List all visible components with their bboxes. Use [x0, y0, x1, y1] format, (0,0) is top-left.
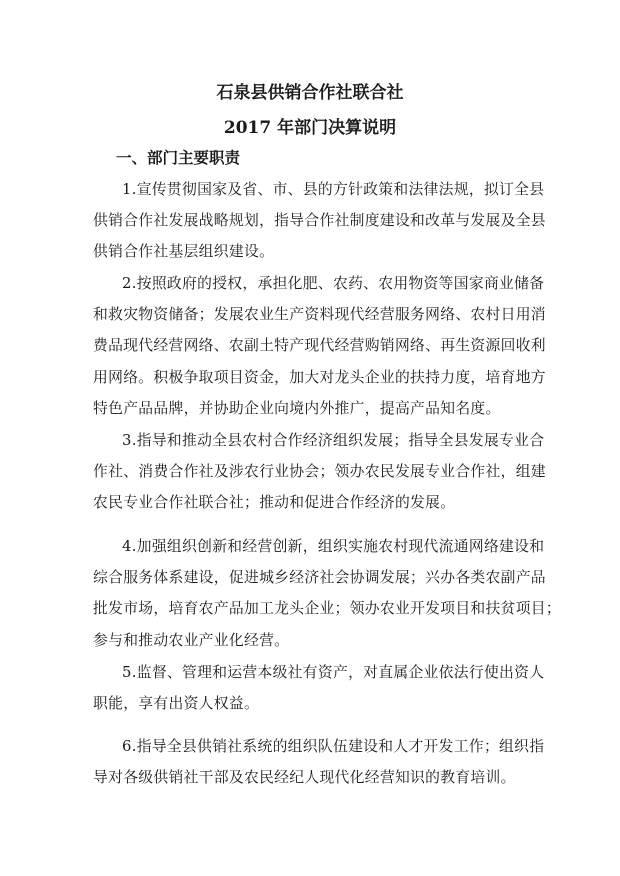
paragraph-line: 作社、消费合作社及涉农行业协会；领办农民发展专业合作社，组建 — [93, 463, 546, 481]
document-subtitle: 2017 年部门决算说明 — [223, 118, 397, 138]
paragraph-line: 5.监督、管理和运营本级社有资产，对直属企业依法行使出资人 — [122, 664, 545, 681]
paragraph-duty-3 — [93, 431, 546, 525]
paragraph-line: 用网络。积极争取项目资金，加大对龙头企业的扶持力度，培育地方 — [93, 368, 546, 386]
paragraph-line: 和救灾物资储备；发展农业生产资料现代经营服务网络、农村日用消 — [93, 306, 546, 324]
paragraph-duty-1 — [93, 180, 546, 274]
paragraph-line: 导对各级供销社干部及农民经纪人现代化经营知识的教育培训。 — [93, 769, 516, 787]
paragraph-line: 6.指导全县供销社系统的组织队伍建设和人才开发工作；组织指 — [122, 738, 545, 755]
paragraph-line: 供销合作社基层组织建设。 — [93, 243, 275, 261]
paragraph-line: 费品现代经营网络、农副土特产现代经营购销网络、再生资源回收利 — [93, 337, 546, 355]
paragraph-line: 职能，享有出资人权益。 — [93, 695, 260, 713]
paragraph-duty-2 — [93, 274, 546, 430]
paragraph-line: 综合服务体系建设，促进城乡经济社会协调发展；兴办各类农副产品 — [93, 569, 546, 587]
paragraph-line: 4.加强组织创新和经营创新，组织实施农村现代流通网络建设和 — [122, 538, 545, 555]
paragraph-duty-4 — [93, 537, 562, 662]
paragraph-duty-5 — [93, 663, 545, 725]
paragraph-duty-6 — [93, 737, 545, 799]
section-heading: 一、部门主要职责 — [116, 148, 241, 167]
paragraph-line: 3.指导和推动全县农村合作经济组织发展；指导全县发展专业合 — [122, 432, 545, 449]
paragraph-line: 参与和推动农业产业化经营。 — [93, 631, 290, 649]
paragraph-line: 特色产品品牌，并协助企业向境内外推广，提高产品知名度。 — [93, 399, 501, 417]
document-title: 石泉县供销合作社联合社 — [216, 83, 404, 103]
paragraph-line: 供销合作社发展战略规划，指导合作社制度建设和改革与发展及全县 — [93, 212, 546, 230]
paragraph-line: 1.宣传贯彻国家及省、市、县的方针政策和法律法规，拟订全县 — [122, 181, 545, 198]
paragraph-line: 2.按照政府的授权，承担化肥、农药、农用物资等国家商业储备 — [122, 275, 545, 292]
paragraph-line: 农民专业合作社联合社；推动和促进合作经济的发展。 — [93, 494, 456, 512]
paragraph-line: 批发市场，培育农产品加工龙头企业；领办农业开发项目和扶贫项目； — [93, 600, 562, 618]
